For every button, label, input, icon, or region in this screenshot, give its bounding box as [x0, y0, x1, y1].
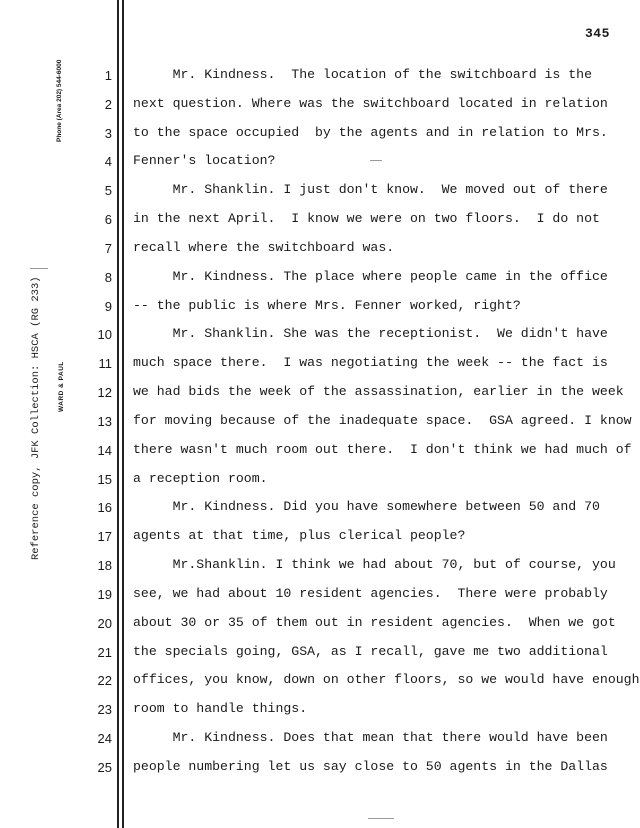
line-number: 9 [104, 299, 112, 314]
transcript-line: we had bids the week of the assassination, earlier in the week [133, 384, 624, 399]
reference-note: Reference copy, JFK Collection: HSCA (RG 233) [30, 276, 42, 560]
line-number: 22 [97, 673, 112, 688]
transcript-line: agents at that time, plus clerical people? [133, 528, 466, 543]
scan-mark [370, 160, 382, 161]
line-number: 25 [97, 760, 112, 775]
transcript-line: Mr. Kindness. The location of the switchboard is the [133, 67, 592, 82]
scan-mark [368, 818, 394, 819]
transcript-line: there wasn't much room out there. I don't think we had much of [133, 442, 632, 457]
line-number: 1 [104, 68, 112, 83]
scan-mark [30, 268, 48, 269]
transcript-line: next question. Where was the switchboard located in relation [133, 96, 608, 111]
reporter-name: WARD & PAUL [58, 361, 65, 412]
line-number: 19 [97, 587, 112, 602]
transcript-line: much space there. I was negotiating the week -- the fact is [133, 355, 608, 370]
line-number: 18 [97, 558, 112, 573]
line-number: 7 [104, 241, 112, 256]
line-number: 10 [97, 327, 112, 342]
transcript-line: in the next April. I know we were on two floors. I do not [133, 211, 600, 226]
transcript-line: Mr. Kindness. The place where people came in the office [133, 269, 608, 284]
line-number: 2 [104, 97, 112, 112]
transcript-line: about 30 or 35 of them out in resident agencies. When we got [133, 615, 616, 630]
transcript-line: Mr.Shanklin. I think we had about 70, but of course, you [133, 557, 616, 572]
line-number: 6 [104, 212, 112, 227]
page-number: 345 [585, 26, 610, 41]
transcript-line: for moving because of the inadequate space. GSA agreed. I know [133, 413, 632, 428]
transcript-line: to the space occupied by the agents and in relation to Mrs. [133, 125, 608, 140]
line-number: 21 [97, 645, 112, 660]
transcript-line: room to handle things. [133, 701, 308, 716]
line-number: 12 [97, 385, 112, 400]
line-number: 13 [97, 414, 112, 429]
transcript-line: Mr. Shanklin. She was the receptionist. We didn't have [133, 326, 608, 341]
transcript-line: Mr. Kindness. Did you have somewhere between 50 and 70 [133, 499, 600, 514]
transcript-line: a reception room. [133, 471, 268, 486]
transcript-line: -- the public is where Mrs. Fenner worked, right? [133, 298, 521, 313]
line-number: 11 [98, 356, 112, 371]
line-number: 5 [104, 183, 112, 198]
line-number: 4 [104, 154, 112, 169]
transcript-line: the specials going, GSA, as I recall, gave me two additional [133, 644, 608, 659]
line-number: 16 [97, 500, 112, 515]
line-number: 24 [97, 731, 112, 746]
line-number: 3 [104, 126, 112, 141]
line-number: 15 [97, 472, 112, 487]
margin-rule-left [117, 0, 119, 828]
transcript-line: Fenner's location? [133, 153, 276, 168]
line-number: 14 [97, 443, 112, 458]
line-number: 23 [97, 702, 112, 717]
transcript-line: people numbering let us say close to 50 agents in the Dallas [133, 759, 608, 774]
transcript-line: see, we had about 10 resident agencies. There were probably [133, 586, 608, 601]
reporter-phone: Phone (Area 202) 544-6000 [56, 59, 63, 142]
transcript-line: Mr. Kindness. Does that mean that there would have been [133, 730, 608, 745]
transcript-line: recall where the switchboard was. [133, 240, 395, 255]
transcript-line: offices, you know, down on other floors, so we would have enough [133, 672, 640, 687]
line-number: 17 [97, 529, 112, 544]
line-number: 20 [97, 616, 112, 631]
margin-rule-right [122, 0, 124, 828]
line-number: 8 [104, 270, 112, 285]
transcript-line: Mr. Shanklin. I just don't know. We moved out of there [133, 182, 608, 197]
